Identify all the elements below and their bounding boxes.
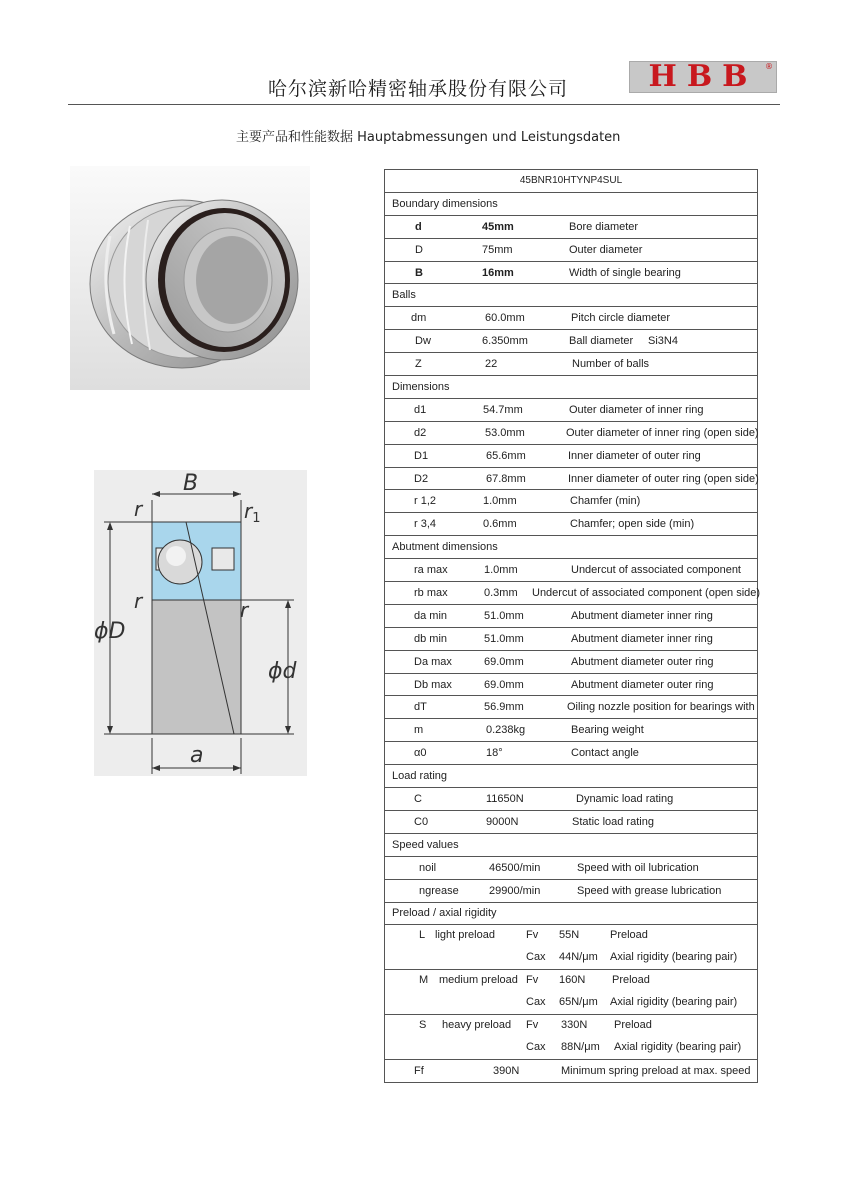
sym: r 1,2 [414,495,437,508]
table-row [385,673,758,696]
sym: Db max [414,678,452,691]
preload-name: light preload [435,929,495,942]
section-balls: Balls [385,284,758,307]
sym: ra max [414,564,448,577]
val: 69.0mm [484,655,524,668]
table-row [385,261,758,284]
desc: Undercut of associated component [571,564,741,577]
cax-val: 44N/μm [559,951,598,964]
val: 0.238kg [486,724,526,737]
table-row [385,353,758,376]
desc: Chamfer; open side (min) [570,518,695,531]
desc: Outer diameter of inner ring (open side) [566,426,759,439]
table-row [385,970,758,1015]
table-row [385,513,758,536]
desc: Oiling nozzle position for bearings with [567,701,755,714]
fv-val: 55N [559,929,580,942]
sym: db min [414,632,448,645]
desc: Abutment diameter outer ring [571,678,714,691]
table-row [385,467,758,490]
preload-code: L [419,929,426,942]
val: 22 [485,358,498,371]
preload-code: M [419,974,429,987]
desc: Speed with grease lubrication [577,884,722,897]
desc: Minimum spring preload at max. speed [561,1065,751,1078]
val: 18° [486,747,503,760]
sym: Ff [414,1065,424,1078]
table-row [385,604,758,627]
section-boundary: Boundary dimensions [385,192,758,215]
label-r1: $r_1$ [244,499,261,526]
desc: Outer diameter [569,243,643,256]
table-row [385,444,758,467]
val: 75mm [482,243,513,256]
cax-val: 88N/μm [561,1041,600,1054]
preload-code: S [419,1019,427,1032]
cax-val: 65N/μm [559,996,598,1009]
cax-sym: Cax [526,1041,546,1054]
sym: ngrease [419,884,459,897]
fv-sym: Fv [526,1019,539,1032]
sym: Da max [414,655,452,668]
val: 390N [493,1065,520,1078]
val: 65.6mm [486,449,526,462]
sym: Z [415,358,422,371]
label-phi-D: ϕD [94,619,126,644]
table-row [385,856,758,879]
sym: r 3,4 [414,518,437,531]
cax-sym: Cax [526,996,546,1009]
label-phi-d: ϕd [268,659,297,684]
fv-sym: Fv [526,974,539,987]
table-row [385,719,758,742]
table-row [385,490,758,513]
val: 56.9mm [484,701,524,714]
table-row [385,398,758,421]
desc: Outer diameter of inner ring [569,403,704,416]
sym: da min [414,609,448,622]
registered-mark: ® [765,62,773,71]
desc: Pitch circle diameter [571,312,671,325]
section-preload: Preload / axial rigidity [385,902,758,925]
val: 51.0mm [484,609,524,622]
table-row [385,582,758,605]
table-row [385,421,758,444]
sym: dm [411,312,427,325]
desc: Ball diameter [569,335,634,348]
cax-sym: Cax [526,951,546,964]
sym: Dw [415,335,431,348]
preload-name: heavy preload [442,1019,512,1032]
table-row [385,1015,758,1060]
preload-name: medium preload [439,974,518,987]
sym: m [414,724,424,737]
desc: Chamfer (min) [570,495,641,508]
desc: Bearing weight [571,724,644,737]
desc: Width of single bearing [569,266,681,279]
desc: Contact angle [571,747,639,760]
table-header-row [385,170,758,193]
hbb-logo [629,61,777,93]
table-row [385,650,758,673]
val: 11650N [486,792,524,805]
bearing-photo [70,166,310,390]
val: 29900/min [489,884,541,897]
val: 53.0mm [485,426,525,439]
val: 54.7mm [483,403,523,416]
table-row [385,1060,758,1083]
val: 1.0mm [484,564,518,577]
company-name: 哈尔滨新哈精密轴承股份有限公司 [268,78,569,100]
desc: Dynamic load rating [576,792,674,805]
header-rule [68,104,780,105]
section-dimensions: Dimensions [385,376,758,399]
section-speed: Speed values [385,833,758,856]
val: 6.350mm [482,335,528,348]
fv-desc: Preload [612,974,650,987]
page-subtitle: 主要产品和性能数据 Hauptabmessungen und Leistungsdaten [236,130,621,145]
label-a: a [190,743,204,768]
desc: Abutment diameter outer ring [571,655,714,668]
table-row [385,810,758,833]
val: 69.0mm [484,678,524,691]
desc: Inner diameter of outer ring [568,449,701,462]
val: 51.0mm [484,632,524,645]
sym: dT [414,701,427,714]
table-row [385,742,758,765]
sym: d [415,220,422,233]
fv-desc: Preload [610,929,648,942]
desc: Number of balls [572,358,650,371]
model-number: 45BNR10HTYNP4SUL [385,170,758,193]
sym: d2 [414,426,427,439]
val: 0.6mm [483,518,517,531]
val: 46500/min [489,861,541,874]
sym: noil [419,861,437,874]
val: 0.3mm [484,586,518,599]
table-row [385,559,758,582]
val: 1.0mm [483,495,517,508]
val: 16mm [482,266,514,279]
val: 9000N [486,815,519,828]
val: 67.8mm [486,472,526,485]
sym: D [415,243,423,256]
table-row [385,925,758,970]
val: 45mm [482,220,514,233]
desc: Speed with oil lubrication [577,861,699,874]
sym: C [414,792,422,805]
section-abutment: Abutment dimensions [385,536,758,559]
table-row [385,215,758,238]
logo-text: HBB [648,59,758,94]
sym: α0 [414,747,427,760]
sym: D2 [414,472,429,485]
desc: Static load rating [572,815,654,828]
sym: B [415,266,423,279]
fv-val: 160N [559,974,586,987]
label-r-top-left: r [134,497,143,521]
material: Si3N4 [648,335,678,348]
cax-desc: Axial rigidity (bearing pair) [614,1041,742,1054]
table-row [385,330,758,353]
val: 60.0mm [485,312,525,325]
table-row [385,696,758,719]
label-r-mid-right: r [240,598,249,622]
desc: Inner diameter of outer ring (open side) [568,472,759,485]
table-row [385,627,758,650]
desc: Abutment diameter inner ring [571,632,713,645]
label-r-mid-left: r [134,589,143,613]
desc: Undercut of associated component (open side) [532,586,761,599]
section-load-rating: Load rating [385,765,758,788]
desc: Abutment diameter inner ring [571,609,713,622]
bearing-cross-section-drawing [94,470,307,776]
cax-desc: Axial rigidity (bearing pair) [610,996,738,1009]
sym: d1 [414,403,427,416]
fv-sym: Fv [526,929,539,942]
sym: C0 [414,815,429,828]
table-row [385,788,758,811]
desc: Bore diameter [569,220,639,233]
sym: rb max [414,586,448,599]
sym: D1 [414,449,429,462]
fv-desc: Preload [614,1019,652,1032]
table-row [385,238,758,261]
label-B: B [183,471,199,496]
cax-desc: Axial rigidity (bearing pair) [610,951,738,964]
spec-table [384,169,761,1083]
table-row [385,307,758,330]
table-row [385,879,758,902]
fv-val: 330N [561,1019,588,1032]
